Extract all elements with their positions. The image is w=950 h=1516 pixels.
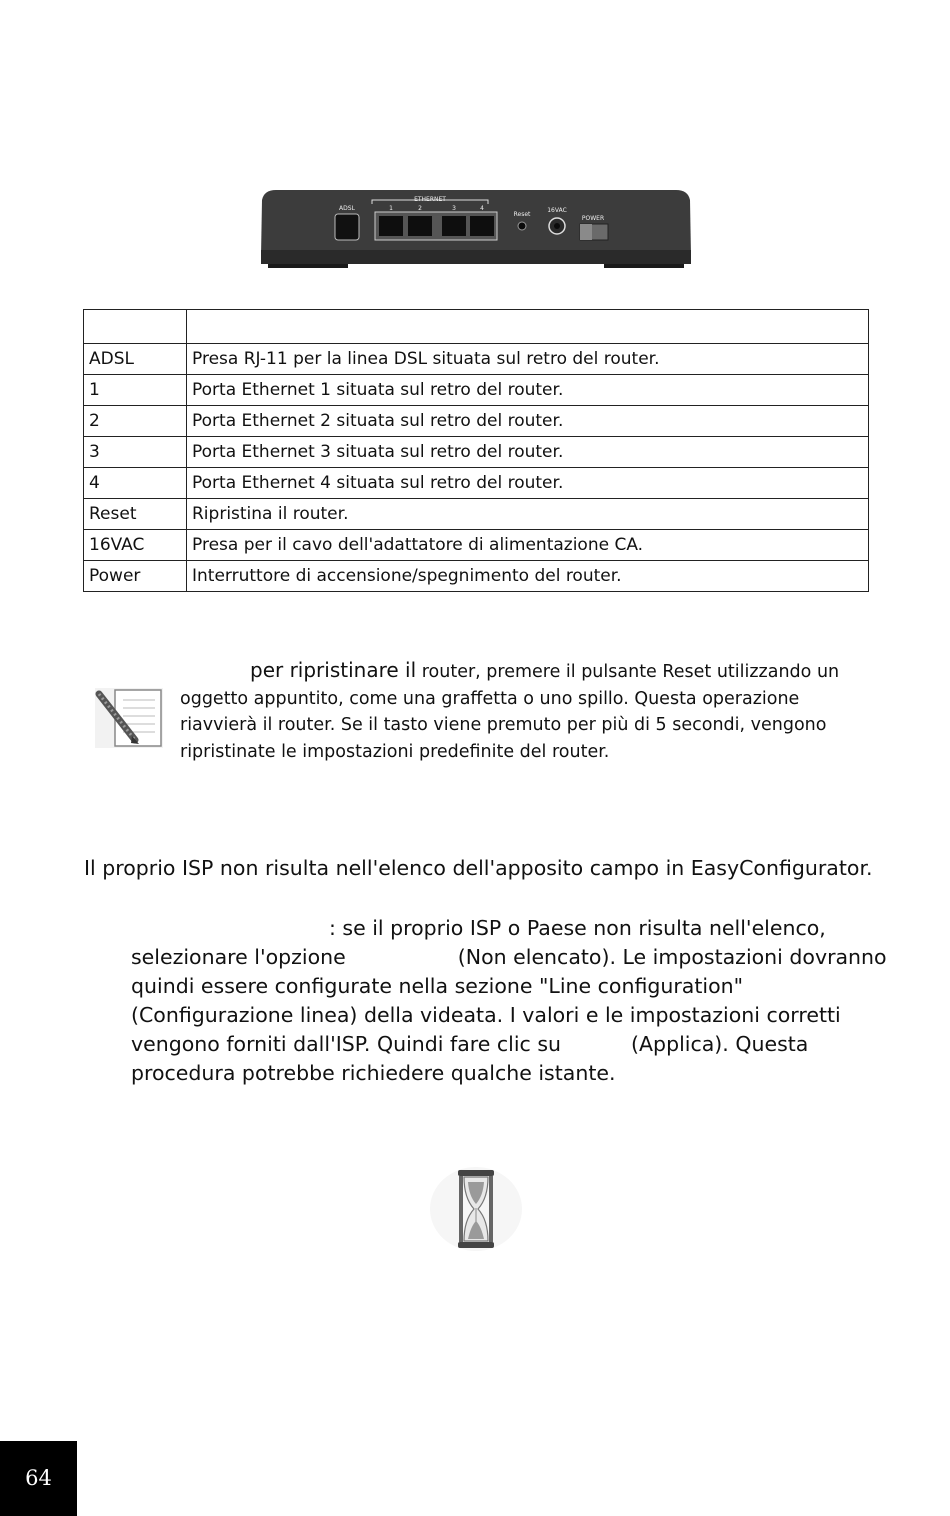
port-description-cell: Presa RJ-11 per la linea DSL situata sul retro del router.	[187, 344, 869, 375]
port-description-table	[83, 309, 869, 592]
table-row	[84, 468, 869, 499]
solution-line2	[131, 943, 891, 972]
router-label-reset: Reset	[513, 211, 531, 218]
solution-line2-b: (Non elencato). Le impostazioni dovranno	[457, 945, 887, 969]
port-description-cell: Porta Ethernet 3 situata sul retro del router.	[187, 437, 869, 468]
solution-line1: : se il proprio ISP o Paese non risulta nell'elenco,	[329, 916, 826, 940]
note-line2: oggetto appuntito, come una graffetta o uno spillo. Questa operazione	[180, 688, 800, 709]
table-header-cell-port	[84, 310, 187, 344]
note-text	[180, 657, 860, 765]
note-pencil-icon	[95, 688, 163, 748]
hourglass-icon	[428, 1166, 524, 1252]
router-rear-panel-image	[258, 186, 694, 270]
port-description-cell: Ripristina il router.	[187, 499, 869, 530]
port-description-cell: Porta Ethernet 2 situata sul retro del router.	[187, 406, 869, 437]
router-label-port1: 1	[389, 205, 393, 212]
solution-line4: (Configurazione linea) della videata. I valori e le impostazioni corretti	[131, 1003, 841, 1027]
router-label-ethernet: ETHERNET	[414, 196, 446, 203]
table-row	[84, 406, 869, 437]
router-label-adsl: ADSL	[339, 205, 355, 212]
port-name-cell: 1	[84, 375, 187, 406]
table-row	[84, 530, 869, 561]
port-description-cell: Interruttore di accensione/spegnimento del router.	[187, 561, 869, 592]
port-name-cell: 4	[84, 468, 187, 499]
table-row	[84, 344, 869, 375]
page-number: 64	[25, 1466, 52, 1490]
port-name-cell: Power	[84, 561, 187, 592]
router-label-power: POWER	[581, 215, 605, 222]
solution-line2-a: selezionare l'opzione	[131, 945, 346, 969]
solution-line6: procedura potrebbe richiedere qualche istante.	[131, 1061, 616, 1085]
table-row	[84, 437, 869, 468]
port-name-cell: 2	[84, 406, 187, 437]
solution-text	[131, 914, 891, 1088]
note-lead: per ripristinare il	[250, 658, 417, 682]
solution-line5	[131, 1030, 891, 1059]
port-name-cell: 3	[84, 437, 187, 468]
table-header-row	[84, 310, 869, 344]
table-header-cell-description	[187, 310, 869, 344]
solution-line5-a: vengono forniti dall'ISP. Quindi fare clic su	[131, 1032, 562, 1056]
router-label-port3: 3	[452, 205, 456, 212]
note-line1: router, premere il pulsante Reset utilizzando un	[416, 662, 840, 682]
table-row	[84, 499, 869, 530]
solution-line3: quindi essere configurate nella sezione "Line configuration"	[131, 974, 744, 998]
port-name-cell: Reset	[84, 499, 187, 530]
note-line3: riavvierà il router. Se il tasto viene premuto per più di 5 secondi, vengono	[180, 715, 827, 735]
note-line4: ripristinate le impostazioni predefinite del router.	[180, 741, 610, 762]
router-label-16vac: 16VAC	[547, 207, 567, 214]
problem-statement: Il proprio ISP non risulta nell'elenco dell'apposito campo in EasyConfigurator.	[84, 856, 873, 880]
port-description-cell: Porta Ethernet 4 situata sul retro del router.	[187, 468, 869, 499]
port-name-cell: 16VAC	[84, 530, 187, 561]
port-name-cell: ADSL	[84, 344, 187, 375]
solution-line5-b: (Applica). Questa	[631, 1032, 809, 1056]
port-description-cell: Presa per il cavo dell'adattatore di alimentazione CA.	[187, 530, 869, 561]
port-description-cell: Porta Ethernet 1 situata sul retro del router.	[187, 375, 869, 406]
router-label-port2: 2	[418, 205, 422, 212]
router-label-port4: 4	[480, 205, 484, 212]
table-row	[84, 561, 869, 592]
table-row	[84, 375, 869, 406]
